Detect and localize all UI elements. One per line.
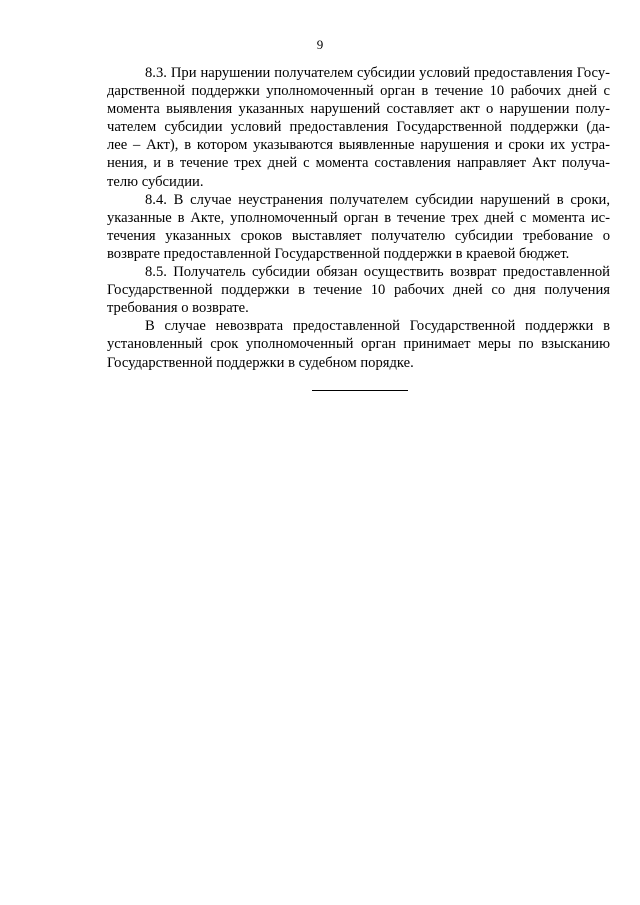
page-number: 9: [316, 37, 324, 52]
text-line: В случае невозврата предоставленной Государственной поддержки в: [145, 318, 610, 335]
text-line: 8.5. Получатель субсидии обязан осуществить возврат предоставленной: [145, 264, 610, 281]
text-line: установленный срок уполномоченный орган принимает меры по взысканию: [107, 336, 610, 353]
text-line: возврате предоставленной Государственной поддержки в краевой бюджет.: [107, 245, 570, 262]
text-line: момента выявления указанных нарушений составляет акт о нарушении полу-: [107, 101, 610, 118]
paragraph-non-return: [107, 317, 610, 371]
paragraph-8-5: [107, 263, 610, 317]
text-line: Государственной поддержки в течение 10 рабочих дней со дня получения: [107, 282, 610, 299]
text-line: указанные в Акте, уполномоченный орган в течение трех дней с момента ис-: [107, 209, 610, 226]
document-body: [107, 64, 610, 372]
end-divider-line: [312, 390, 408, 391]
paragraph-8-3: [107, 64, 610, 191]
text-line: течения указанных сроков выставляет получателю субсидии требование о: [107, 227, 610, 244]
text-line: дарственной поддержки уполномоченный орган в течение 10 рабочих дней с: [107, 83, 610, 100]
text-line: телю субсидии.: [107, 173, 204, 190]
paragraph-8-4: [107, 191, 610, 263]
text-line: Государственной поддержки в судебном порядке.: [107, 354, 414, 371]
text-line: нения, и в течение трех дней с момента составления направляет Акт получа-: [107, 155, 610, 172]
text-line: 8.3. При нарушении получателем субсидии условий предоставления Госу-: [145, 65, 610, 81]
text-line: лее – Акт), в котором указываются выявленные нарушения и сроки их устра-: [107, 137, 610, 154]
text-line: требования о возврате.: [107, 300, 249, 317]
text-line: 8.4. В случае неустранения получателем субсидии нарушений в сроки,: [145, 191, 610, 208]
text-line: чателем субсидии условий предоставления Государственной поддержки (да-: [107, 119, 610, 136]
